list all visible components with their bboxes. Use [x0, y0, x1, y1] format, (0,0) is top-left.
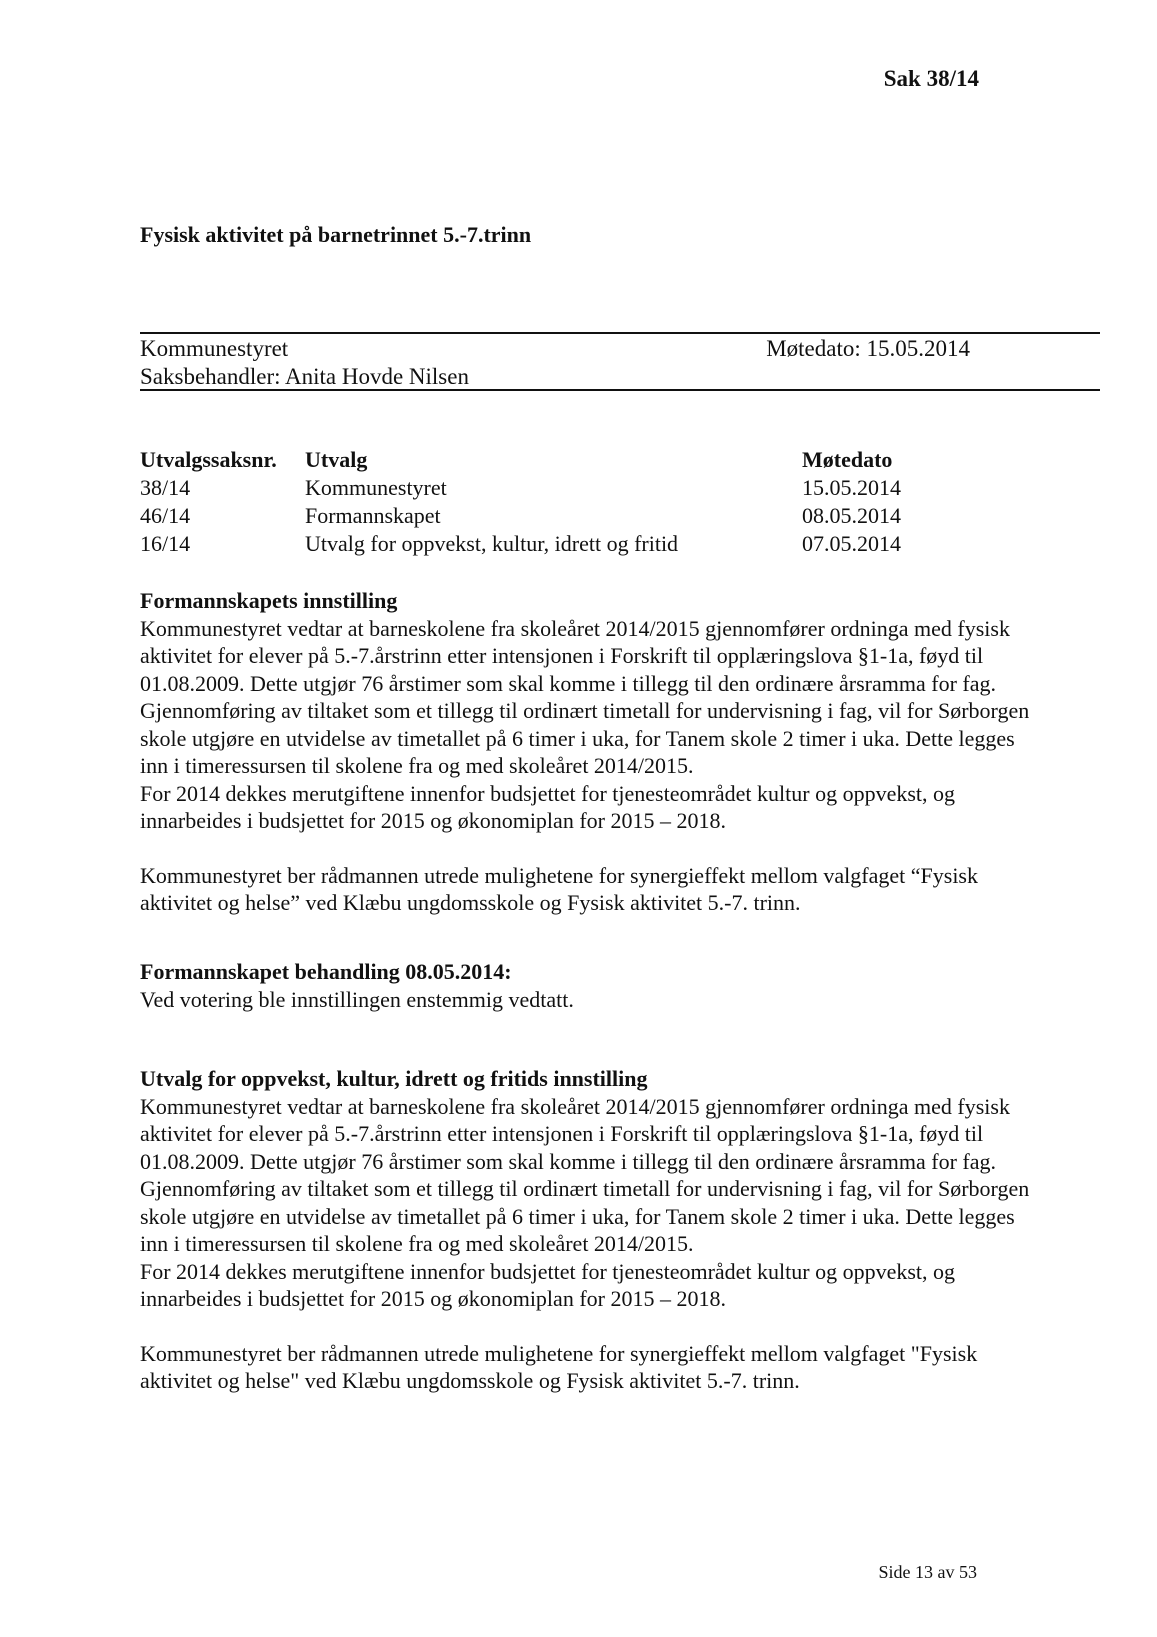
- paragraph: For 2014 dekkes merutgiftene innenfor budsjettet for tjenesteområdet kultur og oppvekst, og innarbeides i budsjettet for 2015 og økonomiplan for 2015 – 2018.: [140, 1258, 956, 1311]
- case-officer: Saksbehandler: Anita Hovde Nilsen: [140, 364, 469, 389]
- case-table: [140, 447, 922, 559]
- cell-committee: Formannskapet: [305, 503, 441, 528]
- section-executive-recommendation: [140, 587, 1040, 917]
- paragraph: Gjennomføring av tiltaket som et tillegg til ordinært timetall for undervisning i fag, vil for Sørborgen skole utgjøre en utvidelse av timetallet på 6 timer i uka, for Tanem skole 2 timer i uka. Dette legges inn i timeressursen til skolene fra og med skoleåret 2014/2015.: [140, 698, 1030, 778]
- paragraph: For 2014 dekkes merutgiftene innenfor budsjettet for tjenesteområdet kultur og oppvekst, og innarbeides i budsjettet for 2015 og økonomiplan for 2015 – 2018.: [140, 780, 956, 833]
- paragraph: Ved votering ble innstillingen enstemmig vedtatt.: [140, 986, 574, 1012]
- table-row: [140, 475, 922, 503]
- header-committee: Utvalg: [305, 447, 368, 472]
- page-number: Side 13 av 53: [878, 1562, 977, 1582]
- section-heading: Formannskapet behandling 08.05.2014:: [140, 959, 512, 984]
- cell-committee: Utvalg for oppvekst, kultur, idrett og fritid: [305, 531, 679, 556]
- section-heading: Formannskapets innstilling: [140, 588, 398, 613]
- cell-case-no: 46/14: [140, 503, 191, 528]
- paragraph: Kommunestyret ber rådmannen utrede mulighetene for synergieffekt mellom valgfaget "Fysisk aktivitet og helse" ved Klæbu ungdomsskole og Fysisk aktivitet 5.-7. trinn.: [140, 1340, 978, 1393]
- paragraph: Gjennomføring av tiltaket som et tillegg til ordinært timetall for undervisning i fag, vil for Sørborgen skole utgjøre en utvidelse av timetallet på 6 timer i uka, for Tanem skole 2 timer i uka. Dette legges inn i timeressursen til skolene fra og med skoleåret 2014/2015.: [140, 1176, 1030, 1256]
- table-row: [140, 503, 922, 531]
- meeting-info: [140, 332, 1100, 391]
- paragraph: Kommunestyret vedtar at barneskolene fra skoleåret 2014/2015 gjennomfører ordninga med fysisk aktivitet for elever på 5.-7.årstrinn etter intensjonen i Forskrift til opplæringslova §1-1a, føyd til 01.08.2009. Dette utgjør 76 årstimer som skal komme i tillegg til den ordinære årsramma for fag.: [140, 615, 1010, 696]
- meeting-date: Møtedato: 15.05.2014: [766, 336, 970, 361]
- cell-date: 15.05.2014: [802, 475, 901, 500]
- header-case-no: Utvalgssaksnr.: [140, 447, 277, 472]
- table-row: [140, 531, 922, 559]
- cell-date: 07.05.2014: [802, 531, 901, 556]
- cell-date: 08.05.2014: [802, 503, 901, 528]
- cell-case-no: 16/14: [140, 531, 191, 556]
- cell-committee: Kommunestyret: [305, 475, 447, 500]
- section-heading: Utvalg for oppvekst, kultur, idrett og fritids innstilling: [140, 1066, 648, 1091]
- section-committee-recommendation: [140, 1065, 1040, 1395]
- case-number: Sak 38/14: [883, 66, 979, 91]
- paragraph: Kommunestyret vedtar at barneskolene fra skoleåret 2014/2015 gjennomfører ordninga med fysisk aktivitet for elever på 5.-7.årstrinn etter intensjonen i Forskrift til opplæringslova §1-1a, føyd til 01.08.2009. Dette utgjør 76 årstimer som skal komme i tillegg til den ordinære årsramma for fag.: [140, 1093, 1010, 1174]
- document-title: Fysisk aktivitet på barnetrinnet 5.-7.trinn: [140, 222, 532, 247]
- cell-case-no: 38/14: [140, 475, 191, 500]
- paragraph: Kommunestyret ber rådmannen utrede mulighetene for synergieffekt mellom valgfaget “Fysisk aktivitet og helse” ved Klæbu ungdomsskole og Fysisk aktivitet 5.-7. trinn.: [140, 862, 978, 915]
- section-executive-treatment: [140, 958, 1040, 1013]
- table-header-row: [140, 447, 922, 475]
- meeting-body: Kommunestyret: [140, 336, 289, 361]
- header-date: Møtedato: [802, 447, 893, 472]
